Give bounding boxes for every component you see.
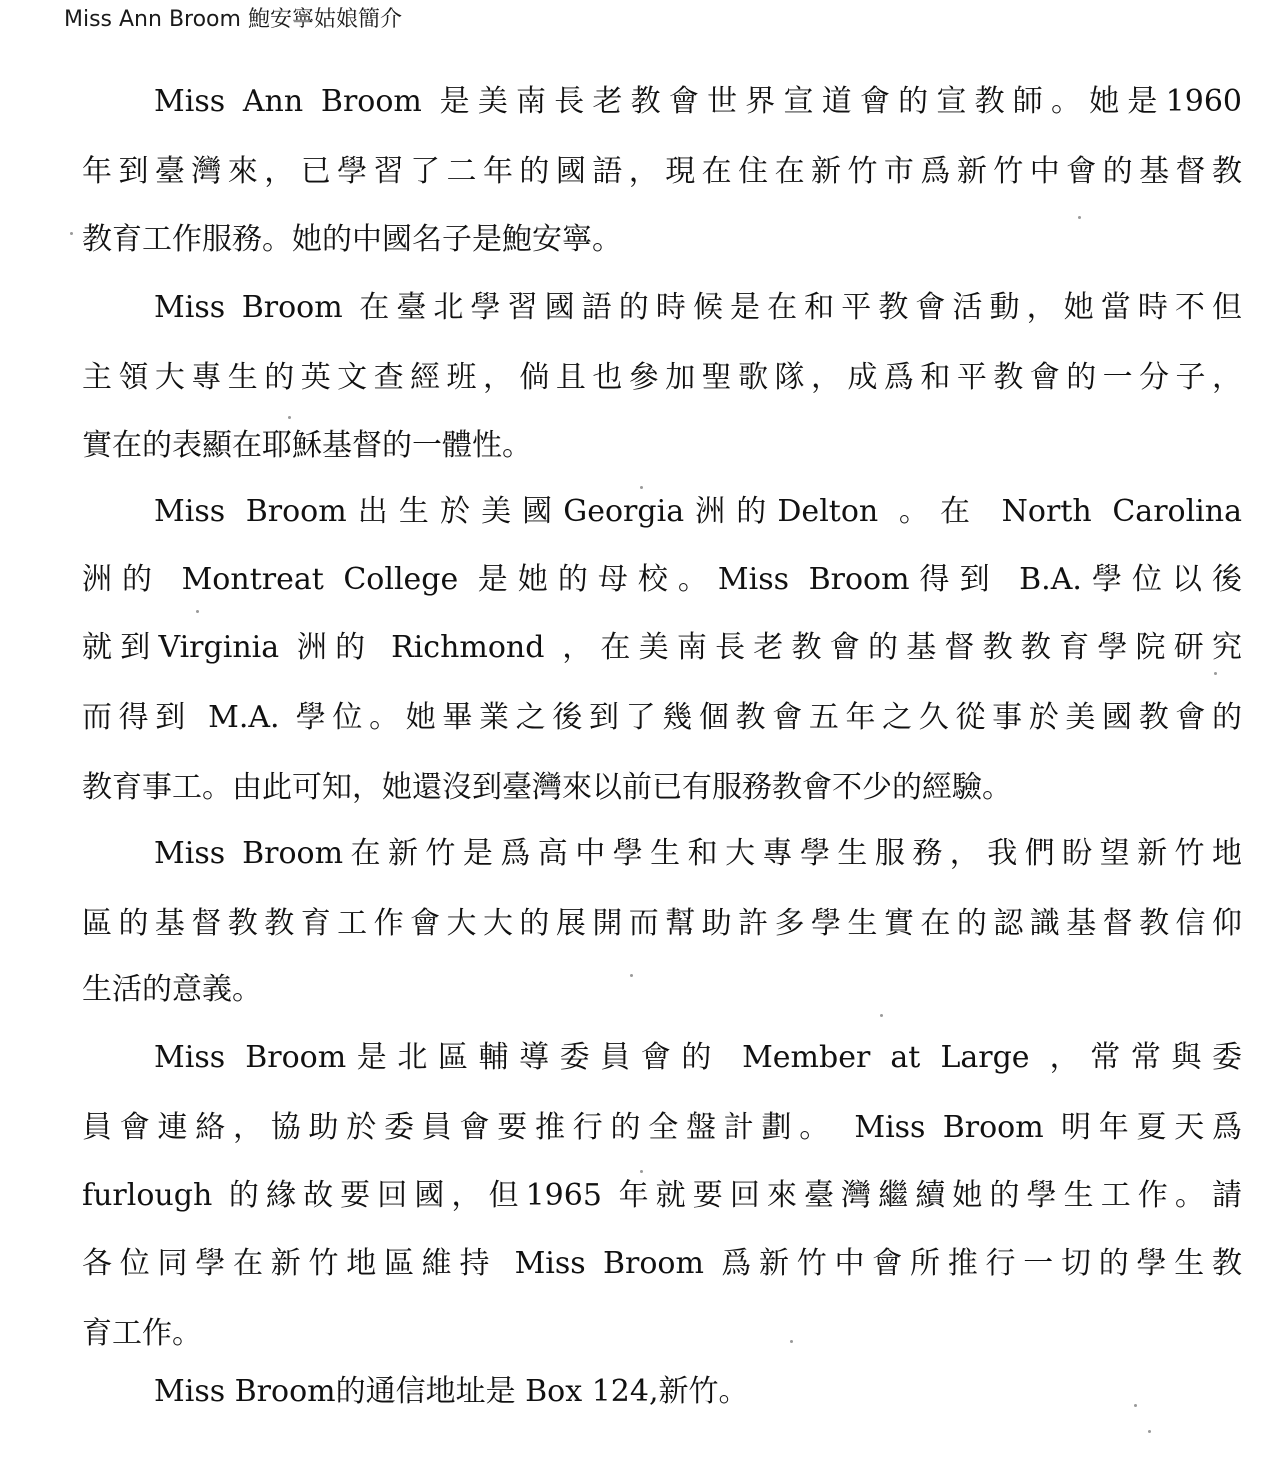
text-line: 洲的 Montreat College 是她的母校。Miss Broom得到 B.A.學位以後 <box>82 562 1242 597</box>
text-line: Miss Broom出生於美國Georgia洲的Delton 。在 North Carolina <box>154 494 1242 529</box>
document-title: Miss Ann Broom 鮑安寧姑娘簡介 <box>64 7 402 32</box>
text-line: 實在的表顯在耶穌基督的一體性。 <box>82 428 532 463</box>
scan-speck <box>288 416 291 419</box>
scan-speck <box>1078 216 1081 219</box>
text-line: 各位同學在新竹地區維持 Miss Broom 爲新竹中會所推行一切的學生教 <box>82 1246 1242 1281</box>
text-line: Miss Broom是北區輔導委員會的 Member at Large ，常常與委 <box>154 1040 1242 1075</box>
text-line: 區的基督教教育工作會大大的展開而幫助許多學生實在的認識基督教信仰 <box>82 906 1242 941</box>
text-line: Miss Broom 在臺北學習國語的時候是在和平教會活動，她當時不但 <box>154 290 1242 325</box>
text-line: 而得到 M.A. 學位。她畢業之後到了幾個教會五年之久從事於美國教會的 <box>82 700 1242 735</box>
text-line: Miss Broom在新竹是爲高中學生和大專學生服務，我們盼望新竹地 <box>154 836 1242 871</box>
text-line: 教育事工。由此可知，她還沒到臺灣來以前已有服務教會不少的經驗。 <box>82 770 1012 805</box>
text-line: 年到臺灣來，已學習了二年的國語，現在住在新竹市爲新竹中會的基督教 <box>82 154 1242 189</box>
text-line: 員會連絡，協助於委員會要推行的全盤計劃。 Miss Broom 明年夏天爲 <box>82 1110 1242 1145</box>
text-line: 主領大專生的英文查經班，倘且也參加聖歌隊，成爲和平教會的一分子， <box>82 360 1242 395</box>
scan-speck <box>790 1340 793 1343</box>
scan-speck <box>1214 672 1217 675</box>
scan-speck <box>880 1014 883 1017</box>
text-line: 生活的意義。 <box>82 972 262 1007</box>
scan-speck <box>1134 1404 1137 1407</box>
text-line: Miss Ann Broom 是美南長老教會世界宣道會的宣教師。她是1960 <box>154 84 1242 119</box>
scan-speck <box>196 610 199 613</box>
scan-speck <box>1148 1430 1151 1433</box>
scan-speck <box>70 232 73 235</box>
scan-speck <box>640 486 643 489</box>
text-line: 教育工作服務。她的中國名子是鮑安寧。 <box>82 222 622 257</box>
text-line: furlough 的緣故要回國，但1965 年就要回來臺灣繼續她的學生工作。請 <box>82 1178 1242 1213</box>
scan-speck <box>640 1170 643 1173</box>
text-line: 育工作。 <box>82 1316 202 1351</box>
text-line: Miss Broom的通信地址是 Box 124,新竹。 <box>154 1374 749 1409</box>
text-line: 就到Virginia 洲的 Richmond ，在美南長老教會的基督教教育學院研究 <box>82 630 1242 665</box>
scan-speck <box>630 974 633 977</box>
